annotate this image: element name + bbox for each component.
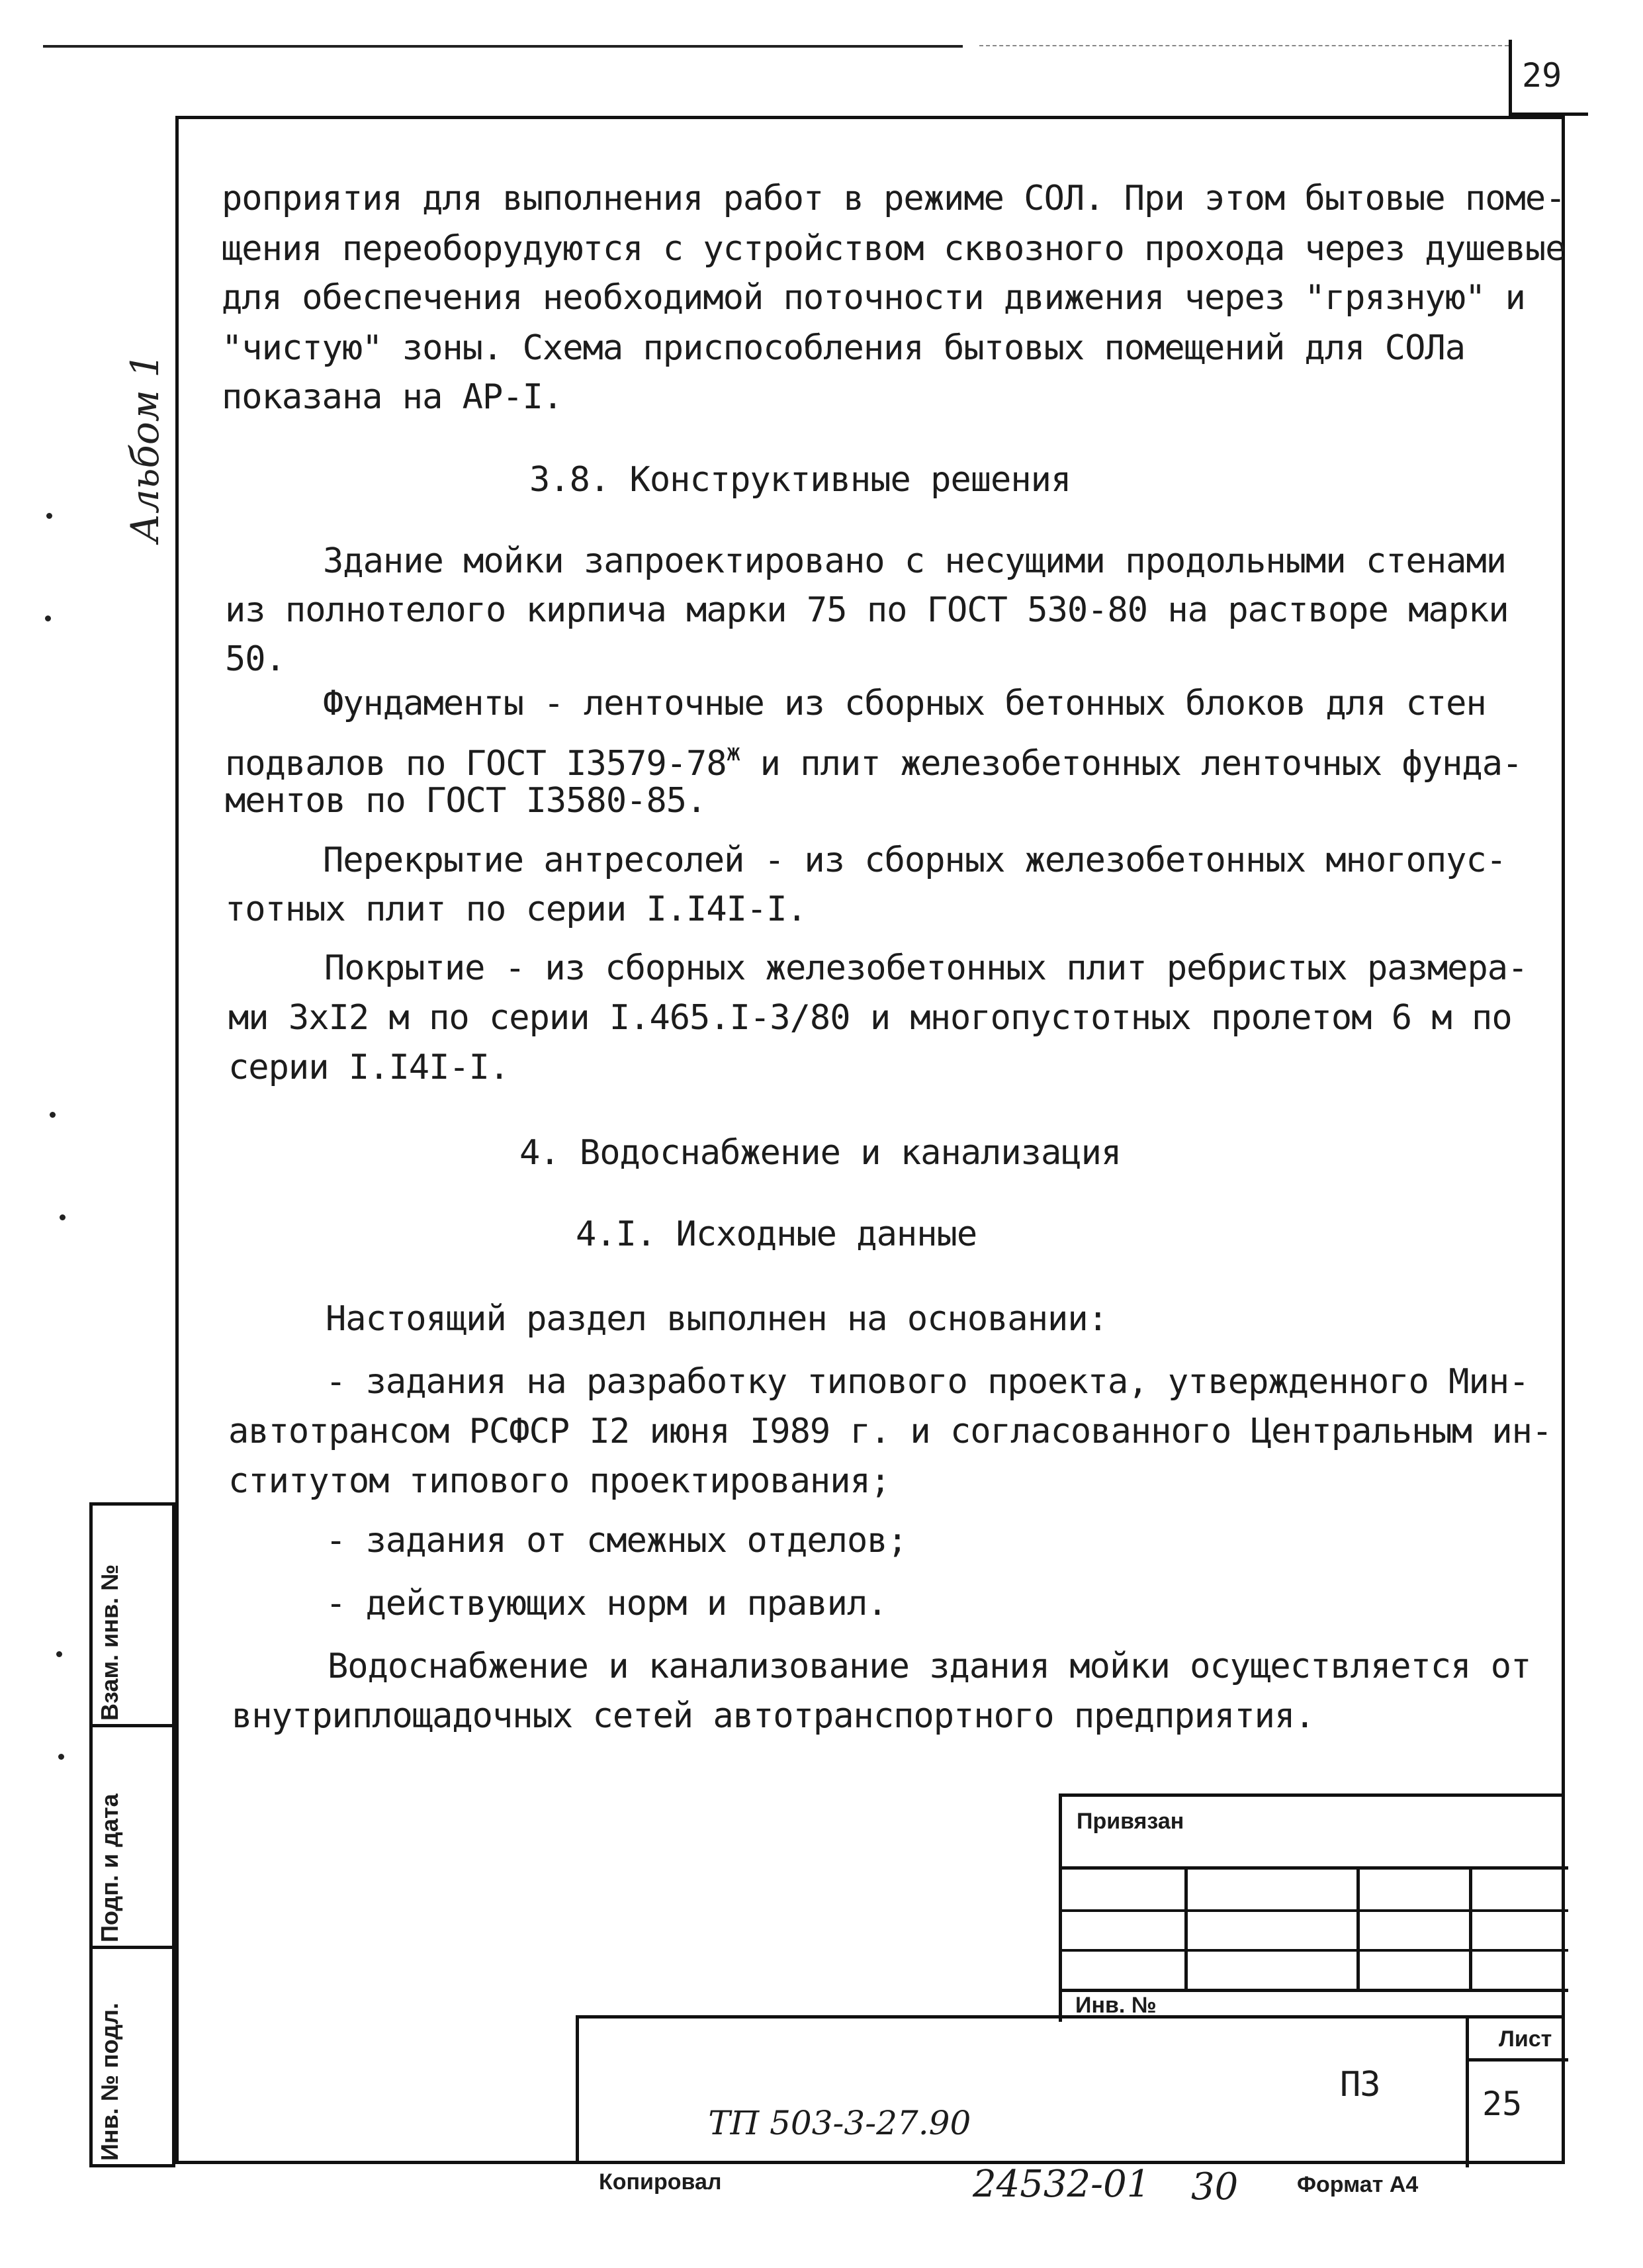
top-rule <box>43 45 963 48</box>
table-rule <box>1356 1866 1360 1989</box>
text-line: Перекрытие антресолей - из сборных железобетонных многопус- <box>323 840 1507 880</box>
margin-dot <box>50 1112 56 1118</box>
side-label-vzam: Взам. инв. № <box>96 1564 123 1721</box>
table-rule <box>1062 1989 1568 1992</box>
section-heading-4-1: 4.I. Исходные данные <box>576 1214 977 1254</box>
text-line: - задания на разработку типового проекта, утвержденного Мин- <box>326 1362 1529 1402</box>
text-line: автотрансом РСФСР I2 июня I989 г. и согласованного Центральным ин- <box>228 1412 1552 1451</box>
table-rule <box>1062 1909 1568 1912</box>
text-line: серии I.I4I-I. <box>228 1048 510 1087</box>
margin-dot <box>60 1214 66 1220</box>
privyazan-label: Привязан <box>1077 1809 1184 1834</box>
text-line: - действующих норм и правил. <box>326 1584 887 1623</box>
superscript-mark: ж <box>726 739 740 766</box>
text-line: Покрытие - из сборных железобетонных плит ребристых размера- <box>324 948 1528 988</box>
stamp-section: ПЗ <box>1340 2065 1380 2105</box>
text-line: показана на АР-I. <box>222 377 563 417</box>
text-line: ментов по ГОСТ I3580-85. <box>225 781 707 821</box>
table-rule <box>1466 2058 1568 2062</box>
text-line: Настоящий раздел выполнен на основании: <box>326 1299 1108 1339</box>
format-label: Формат А4 <box>1297 2172 1419 2197</box>
side-label-podp: Подп. и дата <box>96 1793 123 1942</box>
stamp-code <box>625 2064 971 2183</box>
text-line: "чистую" зоны. Схема приспособления бытовых помещений для СОЛа <box>222 328 1466 368</box>
margin-dot <box>58 1754 64 1760</box>
sheet-label: Лист <box>1499 2026 1552 2052</box>
album-note: Альбом 1 <box>122 353 167 543</box>
page-number: 29 <box>1522 56 1562 95</box>
text-line: щения переоборудуются с устройством сквозного прохода через душевые <box>222 229 1566 269</box>
side-stamp-vzam <box>89 1502 175 1727</box>
section-heading-3-8: 3.8. Конструктивные решения <box>529 460 1071 500</box>
margin-dot <box>56 1651 62 1657</box>
table-rule <box>1062 1866 1568 1870</box>
inv-no-label: Инв. № <box>1075 1993 1157 2018</box>
margin-dot <box>46 513 52 519</box>
section-heading-4: 4. Водоснабжение и канализация <box>519 1133 1122 1173</box>
text-line: - задания от смежных отделов; <box>326 1521 907 1561</box>
title-stamp <box>576 2015 1565 2164</box>
text-line: из полнотелого кирпича марки 75 по ГОСТ 530-80 на растворе марки <box>225 590 1509 630</box>
text-line: ститутом типового проектирования; <box>228 1461 891 1501</box>
handwritten-30: 30 <box>1191 2165 1239 2208</box>
table-rule <box>1466 2019 1469 2167</box>
table-rule <box>1062 1949 1568 1952</box>
text-line: роприятия для выполнения работ в режиме СОЛ. При этом бытовые поме- <box>222 179 1566 218</box>
text-line: Здание мойки запроектировано с несущими продольными стенами <box>323 541 1507 581</box>
text-line: внутриплощадочных сетей автотранспортного предприятия. <box>232 1696 1315 1736</box>
table-rule <box>1469 1866 1472 1989</box>
text-segment: и плит железобетонных ленточных фунда- <box>740 744 1523 784</box>
privyazan-table <box>1059 1793 1565 2022</box>
kopiroval-label: Копировал <box>599 2169 722 2195</box>
text-line: тотных плит по серии I.I4I-I. <box>225 889 807 929</box>
top-rule-faint <box>979 45 1509 46</box>
text-line: для обеспечения необходимой поточности движения через "грязную" и <box>222 278 1525 318</box>
table-rule <box>1184 1866 1188 1989</box>
text-line: ми 3хI2 м по серии I.465.I-3/80 и многопустотных пролетом 6 м по <box>228 998 1512 1038</box>
sheet-number: 25 <box>1482 2085 1523 2123</box>
handwritten-number: 24532-01 <box>973 2163 1151 2206</box>
stamp-code-text: ТП 503-3-27.90 <box>708 2104 971 2142</box>
margin-dot <box>45 615 51 621</box>
side-stamp-inv-podl <box>89 1946 175 2167</box>
text-line: 50. <box>225 639 285 679</box>
text-segment: подвалов по ГОСТ I3579-78 <box>225 744 727 784</box>
side-stamp-podp <box>89 1724 175 1949</box>
side-label-inv-podl: Инв. № подл. <box>96 2003 123 2161</box>
text-line: Фундаменты - ленточные из сборных бетонных блоков для стен <box>323 684 1486 723</box>
text-line: Водоснабжение и канализование здания мойки осуществляется от <box>328 1647 1531 1686</box>
